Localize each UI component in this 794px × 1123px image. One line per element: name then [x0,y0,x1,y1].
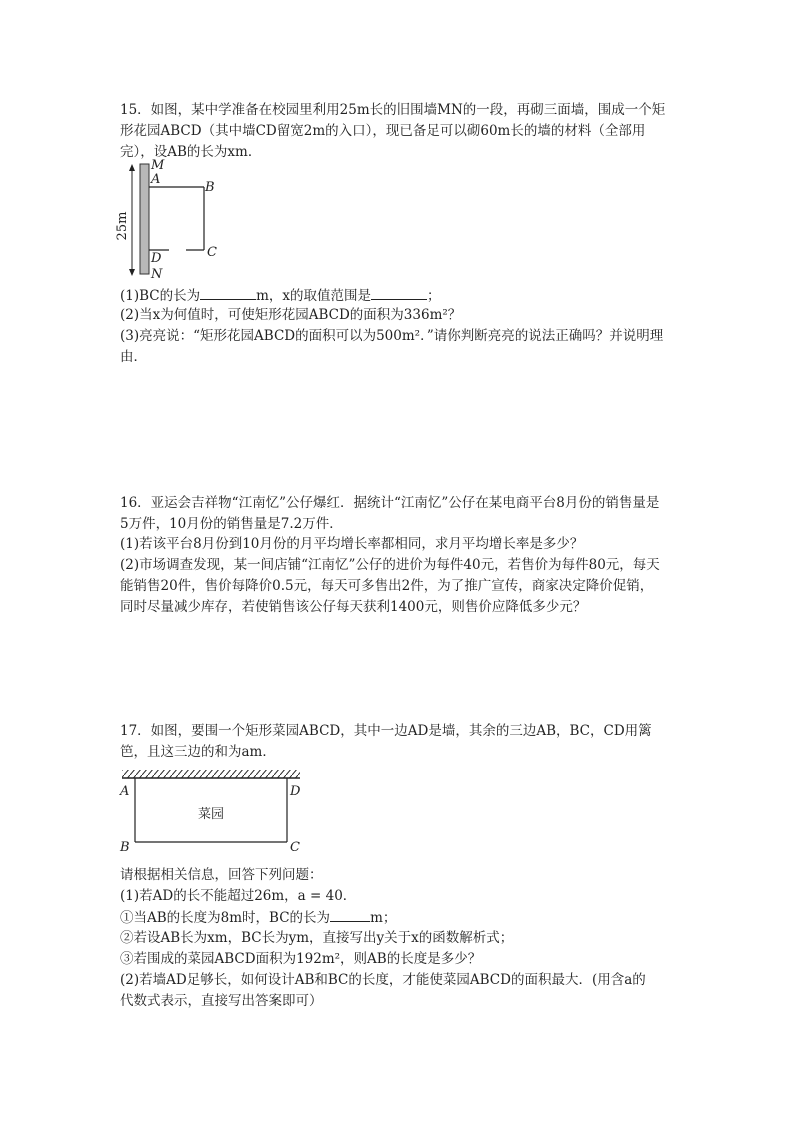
q17-sub-1: (1)若AD的长不能超过26m，a = 40． [120,888,357,904]
label-b: B [120,840,130,855]
wall-hatch [122,770,300,778]
q16-sub-2-line-2: 能销售20件，售价每降价0.5元，每天可多售出2件，为了推广宣传，商家决定降价促销， [120,578,654,594]
q17-intro: 请根据相关信息，回答下列问题： [120,867,323,883]
q15-sub-1-part-c: ； [427,288,441,304]
q15-sub-1-part-b: m，x的取值范围是 [256,288,372,304]
q17-item-1-part-a: ①当AB的长度为8m时，BC的长为 [120,910,331,926]
q17-line-1: 17．如图，要围一个矩形菜园ABCD，其中一边AD是墙，其余的三边AB，BC，CD用篱 [120,723,652,739]
label-c: C [290,840,300,855]
q17-item-2: ②若设AB长为xm，BC长为ym，直接写出y关于x的函数解析式； [120,930,514,946]
q15-line-3: 完），设AB的长为xm． [120,144,262,160]
q15-sub-2: (2)当x为何值时，可使矩形花园ABCD的面积为336m²？ [120,307,462,323]
q17-figure [118,768,313,858]
q15-line-1: 15．如图，某中学准备在校园里利用25m长的旧围墙MN的一段，再砌三面墙，围成一个矩 [120,102,666,118]
wall-mn [140,164,149,274]
label-a: A [151,172,161,187]
answer-blank-bc[interactable] [200,286,256,300]
label-n: N [151,267,163,282]
q15-sub-1 [120,286,441,305]
q17-sub-2-line-1: (2)若墙AD足够长，如何设计AB和BC的长度，才能使菜园ABCD的面积最大．(用含a的 [120,972,646,988]
label-c: C [207,245,217,260]
q17-item-3: ③若围成的菜园ABCD面积为192m²，则AB的长度是多少？ [120,951,482,967]
q15-figure [115,158,230,282]
q16-line-1: 16．亚运会吉祥物“江南忆”公仔爆红．据统计“江南忆”公仔在某电商平台8月份的销售量是 [120,495,660,511]
q16-sub-2-line-1: (2)市场调查发现，某一间店铺“江南忆”公仔的进价为每件40元，若售价为每件80元，每天 [120,557,660,573]
q17-sub-2-line-2: 代数式表示，直接写出答案即可） [120,993,323,1009]
q15-sub-3: (3)亮亮说：“矩形花园ABCD的面积可以为500m²．”请你判断亮亮的说法正确吗？并说明理 [120,328,664,344]
answer-blank-x-range[interactable] [371,286,427,300]
label-m: M [151,158,165,173]
q16-sub-2-line-3: 同时尽量减少库存，若使销售该公仔每天获利1400元，则售价应降低多少元？ [120,599,587,615]
label-d: D [290,784,301,799]
q16-line-2: 5万件，10月份的销售量是7.2万件． [120,516,343,532]
q17-item-1-part-b: m； [370,910,397,926]
q16-sub-1: (1)若该平台8月份到10月份的月平均增长率都相同，求月平均增长率是多少？ [120,536,584,552]
label-d: D [151,251,162,266]
q17-line-2: 笆，且这三边的和为am． [120,744,276,760]
length-label: 25m [115,211,130,241]
label-b: B [205,180,215,195]
answer-blank-bc-length[interactable] [330,908,370,922]
q15-line-2: 形花园ABCD（其中墙CD留宽2m的入口），现已备足可以砌60m长的墙的材料（全部用 [120,123,646,139]
q15-sub-1-part-a: (1)BC的长为 [120,288,201,304]
garden-label: 菜园 [197,807,225,822]
q17-item-1 [120,908,396,927]
label-a: A [120,784,130,799]
q15-sub-3-cont: 由． [120,349,147,365]
